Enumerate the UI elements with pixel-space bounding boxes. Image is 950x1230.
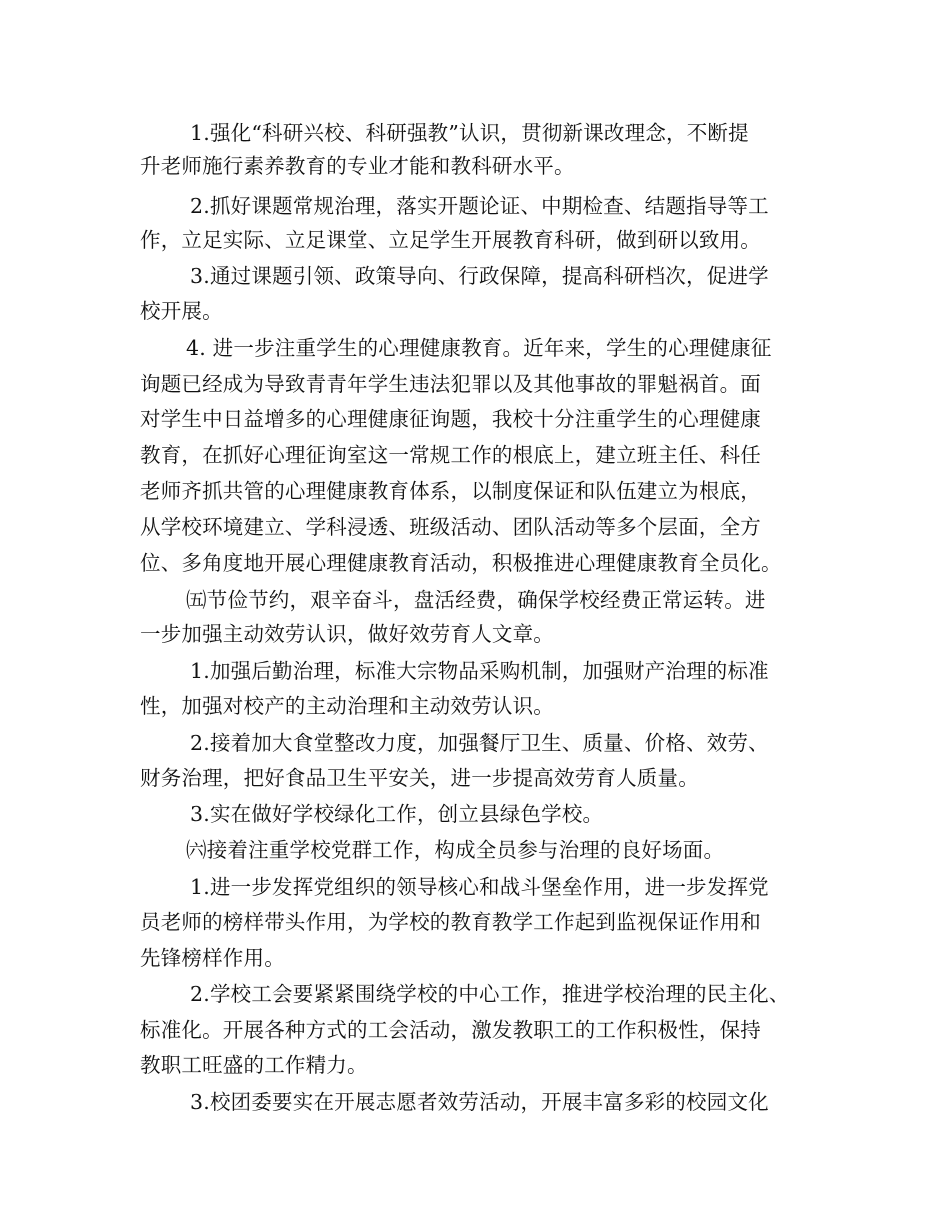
text-line: 1.强化“科研兴校、科研强教”认识，贯彻新课改理念，不断提 (190, 121, 749, 145)
text-line: 老师齐抓共管的心理健康教育体系，以制度保证和队伍建立为根底， (140, 479, 761, 503)
text-line: 教育，在抓好心理征询室这一常规工作的根底上，建立班主任、科任 (140, 443, 761, 467)
text-line: 2.学校工会要紧紧围绕学校的中心工作，推进学校治理的民主化、 (190, 982, 790, 1006)
text-line: ㈥接着注重学校党群工作，构成全员参与治理的良好场面。 (186, 838, 725, 862)
text-line: 先锋榜样作用。 (140, 946, 285, 970)
text-line: 位、多角度地开展心理健康教育活动，积极推进心理健康教育全员化。 (140, 551, 782, 575)
text-line: 性，加强对校产的主动治理和主动效劳认识。 (140, 694, 554, 718)
text-line: 从学校环境建立、学科浸透、班级活动、团队活动等多个层面，全方 (140, 515, 761, 539)
text-line: 2.接着加大食堂整改力度，加强餐厅卫生、质量、价格、效劳、 (190, 731, 769, 755)
text-line: 员老师的榜样带头作用，为学校的教育教学工作起到监视保证作用和 (140, 910, 761, 934)
text-line: 教职工旺盛的工作精力。 (140, 1053, 368, 1077)
text-line: 3.校团委要实在开展志愿者效劳活动，开展丰富多彩的校园文化 (190, 1090, 769, 1114)
text-line: 询题已经成为导致青青年学生违法犯罪以及其他事故的罪魁祸首。面 (140, 372, 761, 396)
text-line: 3.实在做好学校绿化工作，创立县绿色学校。 (190, 802, 604, 826)
text-line: 1.加强后勤治理，标准大宗物品采购机制，加强财产治理的标准 (190, 659, 769, 683)
text-line: 2.抓好课题常规治理，落实开题论证、中期检查、结题指导等工 (190, 194, 769, 218)
text-line: 一步加强主动效劳认识，做好效劳育人文章。 (140, 622, 554, 646)
text-line: 标准化。开展各种方式的工会活动，激发教职工的工作积极性，保持 (140, 1018, 761, 1042)
text-line: 1.进一步发挥党组织的领导核心和战斗堡垒作用，进一步发挥党 (190, 875, 769, 899)
text-line: 对学生中日益增多的心理健康征询题，我校十分注重学生的心理健康 (140, 407, 761, 431)
text-line: ㈤节俭节约，艰辛奋斗，盘活经费，确保学校经费正常运转。进 (186, 588, 766, 612)
text-line: 财务治理，把好食品卫生平安关，进一步提高效劳育人质量。 (140, 766, 699, 790)
text-line: 4. 进一步注重学生的心理健康教育。近年来，学生的心理健康征 (186, 336, 772, 360)
text-line: 校开展。 (140, 299, 223, 323)
text-line: 作，立足实际、立足课堂、立足学生开展教育科研，做到研以致用。 (140, 228, 761, 252)
text-line: 升老师施行素养教育的专业才能和教科研水平。 (140, 154, 575, 178)
text-line: 3.通过课题引领、政策导向、行政保障，提高科研档次，促进学 (190, 264, 769, 288)
